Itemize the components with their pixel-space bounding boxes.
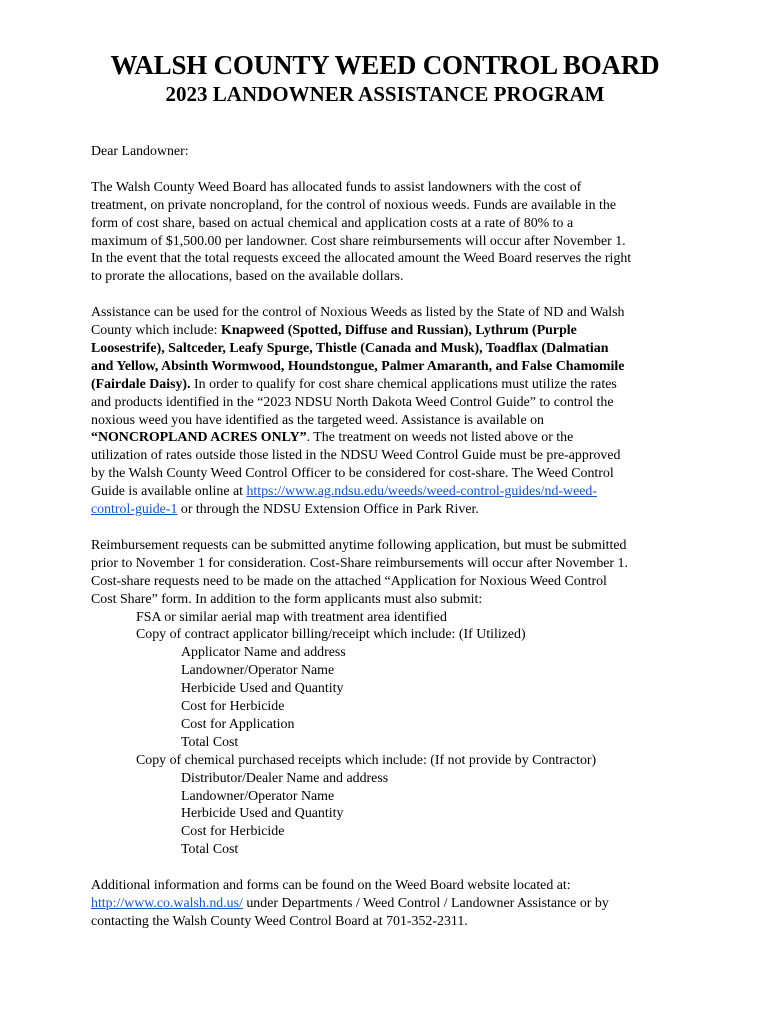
text-line: noxious weed you have identified as the targeted weed. Assistance is available on [91,412,544,428]
text-fragment: . The treatment on weeds not listed above or the [306,430,574,446]
text-line [91,358,683,376]
sub-list-item: Cost for Application [181,716,295,732]
sub-list-item: Distributor/Dealer Name and address [181,770,389,786]
text-line: Cost-share requests need to be made on the attached “Application for Noxious Weed Control [91,573,607,589]
text-line: In the event that the total requests exceed the allocated amount the Weed Board reserves the right [91,251,632,267]
text-line: The Walsh County Weed Board has allocated funds to assist landowners with the cost of [91,179,582,195]
text-line: maximum of $1,500.00 per landowner. Cost share reimbursements will occur after November 1. [91,233,626,249]
weed-list: (Fairdale Daisy). [91,376,191,392]
salutation: Dear Landowner: [91,144,189,159]
sub-list-item: Cost for Herbicide [181,824,285,840]
sub-list-item: Total Cost [181,842,239,858]
noncropland-emphasis: “NONCROPLAND ACRES ONLY” [91,430,307,446]
text-line: Assistance can be used for the control of Noxious Weeds as listed by the State of ND and Walsh [91,305,625,321]
list-item: FSA or similar aerial map with treatment area identified [136,609,447,625]
paragraph-closing [91,877,683,931]
paragraph-funding [91,179,683,286]
county-website-link[interactable]: http://www.co.walsh.nd.us/ [91,896,243,911]
requirements-list [91,609,683,860]
text-line [91,895,683,913]
text-line: to prorate the allocations, based on the available dollars. [91,269,404,285]
text-line: prior to November 1 for consideration. Cost-Share reimbursements will occur after November 1. [91,555,628,571]
sub-list-item: Total Cost [181,734,239,750]
text-fragment: Guide is available online at [91,484,247,500]
letter-body [91,143,683,931]
text-line [91,376,683,394]
text-line: Additional information and forms can be found on the Weed Board website located at: [91,878,571,894]
text-line: and products identified in the “2023 NDSU North Dakota Weed Control Guide” to control the [91,394,614,410]
text-line: Reimbursement requests can be submitted anytime following application, but must be submitted [91,537,627,553]
weed-list: Knapweed (Spotted, Diffuse and Russian), Lythrum (Purple [221,323,577,339]
text-line: Cost Share” form. In addition to the form applicants must also submit: [91,591,483,607]
paragraph-reimbursement [91,537,683,609]
text-line: utilization of rates outside those listed in the NDSU Weed Control Guide must be pre-approved [91,448,621,464]
weed-guide-link-continued[interactable]: control-guide-1 [91,502,178,518]
text-fragment: County which include: [91,323,222,339]
weed-list: and Yellow, Absinth Wormwood, Houndstongue, Palmer Amaranth, and False Chamomile [91,358,625,374]
text-line [91,322,683,340]
sub-list-item: Applicator Name and address [181,645,346,661]
text-line [91,501,683,519]
text-fragment: or through the NDSU Extension Office in Park River. [177,502,479,518]
document-subtitle: 2023 LANDOWNER ASSISTANCE PROGRAM [165,82,605,106]
list-item: Copy of contract applicator billing/receipt which include: (If Utilized) [136,627,526,643]
text-line [91,429,683,447]
text-line: contacting the Walsh County Weed Control Board at 701-352-2311. [91,913,468,929]
text-line: treatment, on private noncropland, for the control of noxious weeds. Funds are available in the [91,197,616,213]
weed-guide-link[interactable]: https://www.ag.ndsu.edu/weeds/weed-control-guides/nd-weed- [246,484,597,500]
sub-list-item: Cost for Herbicide [181,699,285,715]
text-fragment: under Departments / Weed Control / Landowner Assistance or by [242,896,609,911]
sub-list-item: Landowner/Operator Name [181,663,335,679]
document-title: WALSH COUNTY WEED CONTROL BOARD [110,50,660,80]
sub-list-item: Landowner/Operator Name [181,788,335,804]
text-line [91,483,683,501]
text-line: by the Walsh County Weed Control Officer to be considered for cost-share. The Weed Control [91,466,614,482]
weed-list: Loosestrife), Saltceder, Leafy Spurge, Thistle (Canada and Musk), Toadflax (Dalmatian [91,340,609,356]
sub-list-item: Herbicide Used and Quantity [181,681,344,697]
list-item: Copy of chemical purchased receipts which include: (If not provide by Contractor) [136,752,597,768]
sub-list-item: Herbicide Used and Quantity [181,806,344,822]
text-line [91,340,683,358]
text-fragment: In order to qualify for cost share chemical applications must utilize the rates [190,376,617,392]
text-line: form of cost share, based on actual chemical and application costs at a rate of 80% to a [91,215,574,231]
paragraph-eligibility [91,304,683,519]
